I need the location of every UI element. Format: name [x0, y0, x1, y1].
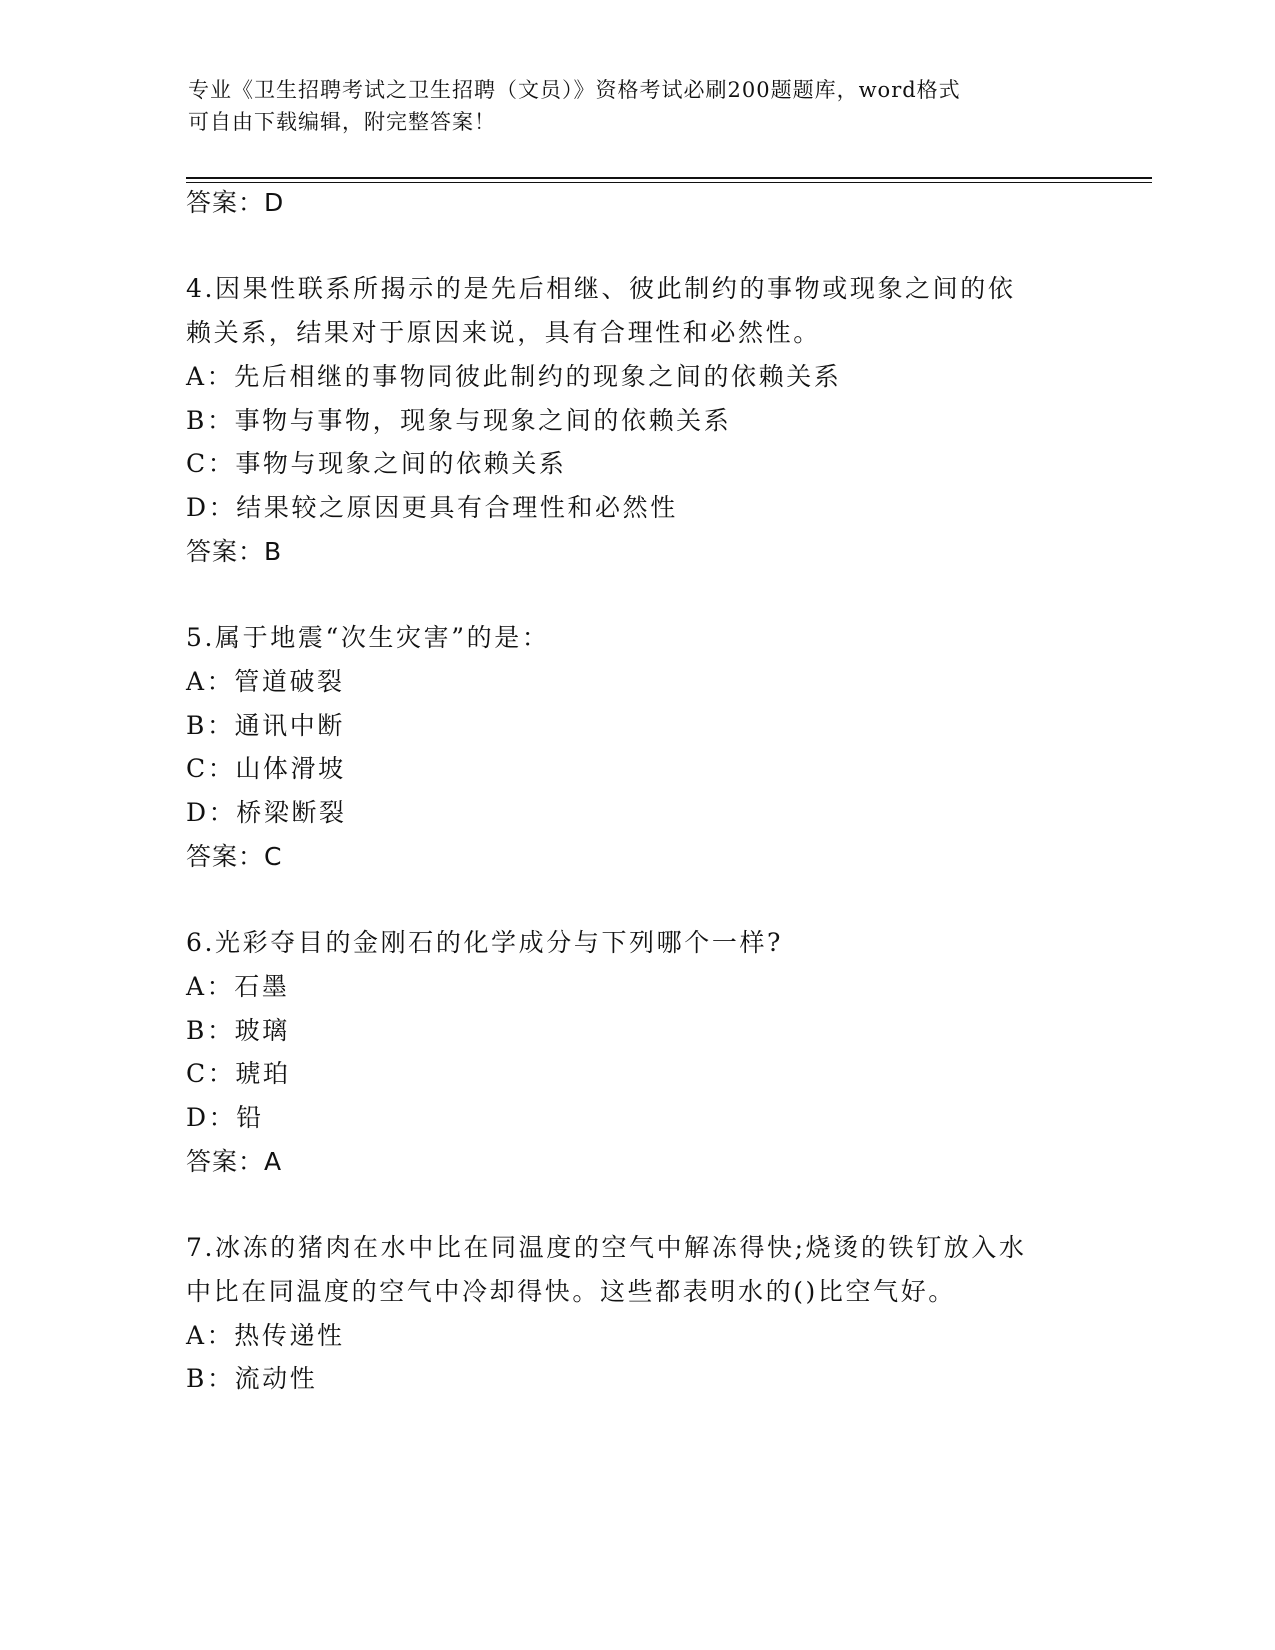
header-rule-thin: [186, 182, 1152, 183]
previous-answer: 答案：D: [186, 188, 285, 217]
question-6-stem: 6.光彩夺目的金刚石的化学成分与下列哪个一样?: [186, 928, 784, 957]
question-5-option-c: C：山体滑坡: [186, 754, 346, 783]
question-7-option-b: B：流动性: [186, 1364, 318, 1393]
question-5-stem: 5.属于地震“次生灾害”的是：: [186, 623, 550, 652]
header-rule-thick: [186, 177, 1152, 179]
question-6-option-d: D：铅: [186, 1103, 264, 1132]
question-7-option-a: A：热传递性: [186, 1321, 345, 1350]
question-7-stem-line-2: 中比在同温度的空气中冷却得快。这些都表明水的()比空气好。: [186, 1277, 956, 1306]
question-4-option-d: D：结果较之原因更具有合理性和必然性: [186, 493, 678, 522]
document-header: [188, 74, 1088, 138]
question-5-answer: 答案：C: [186, 842, 283, 871]
question-4-answer: 答案：B: [186, 537, 283, 566]
question-5-option-b: B：通讯中断: [186, 711, 345, 740]
question-6-option-c: C：琥珀: [186, 1059, 291, 1088]
question-5-option-d: D：桥梁断裂: [186, 798, 347, 827]
question-4-option-a: A：先后相继的事物同彼此制约的现象之间的依赖关系: [186, 362, 842, 391]
question-4-option-c: C：事物与现象之间的依赖关系: [186, 449, 567, 478]
question-5-option-a: A：管道破裂: [186, 667, 345, 696]
question-4-option-b: B：事物与事物，现象与现象之间的依赖关系: [186, 406, 732, 435]
question-7-stem-line-1: 7.冰冻的猪肉在水中比在同温度的空气中解冻得快;烧烫的铁钉放入水: [186, 1233, 1027, 1262]
question-6-answer: 答案：A: [186, 1147, 283, 1176]
question-6-option-a: A：石墨: [186, 972, 290, 1001]
header-line-2: 可自由下载编辑，附完整答案！: [188, 110, 496, 134]
question-4-stem-line-1: 4.因果性联系所揭示的是先后相继、彼此制约的事物或现象之间的依: [186, 274, 1016, 303]
question-6-option-b: B：玻璃: [186, 1016, 290, 1045]
question-4-stem-line-2: 赖关系，结果对于原因来说，具有合理性和必然性。: [186, 318, 821, 347]
header-line-1: 专业《卫生招聘考试之卫生招聘（文员）》资格考试必刷200题题库，word格式: [188, 78, 961, 102]
